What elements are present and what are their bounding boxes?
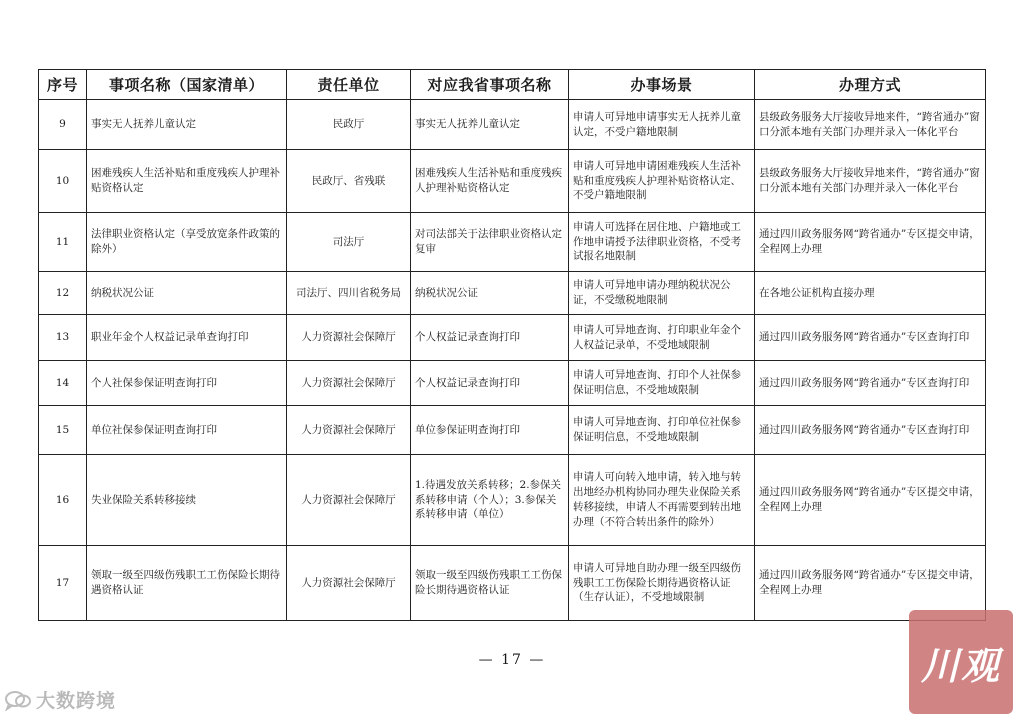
cell-scenario: 申请人可异地自助办理一级至四级伤残职工工伤保险长期待遇资格认证（生存认证），不受地域限制 — [569, 546, 755, 621]
cell-province-item: 个人权益记录查询打印 — [411, 315, 569, 361]
header-responsible-unit: 责任单位 — [287, 70, 411, 100]
table-row — [39, 213, 986, 272]
watermark-left-text: 大数跨境 — [36, 690, 117, 712]
cell-responsible-unit: 人力资源社会保障厅 — [287, 546, 411, 621]
header-method: 办理方式 — [755, 70, 986, 100]
watermark-left — [4, 686, 116, 713]
cell-province-item: 对司法部关于法律职业资格认定复审 — [411, 213, 569, 272]
cell-responsible-unit: 民政厅、省残联 — [287, 150, 411, 213]
cell-province-item: 个人权益记录查询打印 — [411, 361, 569, 406]
cell-responsible-unit: 司法厅 — [287, 213, 411, 272]
cell-scenario: 申请人可选择在居住地、户籍地或工作地申请授予法律职业资格，不受考试报名地限制 — [569, 213, 755, 272]
table-row — [39, 546, 986, 621]
cell-province-item: 困难残疾人生活补贴和重度残疾人护理补贴资格认定 — [411, 150, 569, 213]
cell-serial: 10 — [39, 150, 87, 213]
cell-responsible-unit: 民政厅 — [287, 100, 411, 150]
cell-scenario: 申请人可异地申请困难残疾人生活补贴和重度残疾人护理补贴资格认定、不受户籍地限制 — [569, 150, 755, 213]
cell-item-name: 法律职业资格认定（享受放宽条件政策的除外） — [87, 213, 287, 272]
cell-method: 通过四川政务服务网“跨省通办”专区查询打印 — [755, 406, 986, 455]
cell-province-item: 领取一级至四级伤残职工工伤保险长期待遇资格认证 — [411, 546, 569, 621]
cell-method: 通过四川政务服务网“跨省通办”专区提交申请，全程网上办理 — [755, 455, 986, 546]
cell-item-name: 职业年金个人权益记录单查询打印 — [87, 315, 287, 361]
cell-item-name: 失业保险关系转移接续 — [87, 455, 287, 546]
chat-bubble-icon — [4, 689, 32, 711]
cell-method: 县级政务服务大厅接收异地来件，“跨省通办”窗口分派本地有关部门办理并录入一体化平台 — [755, 150, 986, 213]
cell-scenario: 申请人可异地查询、打印职业年金个人权益记录单，不受地域限制 — [569, 315, 755, 361]
cell-item-name: 纳税状况公证 — [87, 272, 287, 315]
cell-province-item: 单位参保证明查询打印 — [411, 406, 569, 455]
header-item-name: 事项名称（国家清单） — [87, 70, 287, 100]
table-row — [39, 150, 986, 213]
cell-method: 通过四川政务服务网“跨省通办”专区提交申请，全程网上办理 — [755, 546, 986, 621]
table-row — [39, 361, 986, 406]
table-row — [39, 455, 986, 546]
cell-serial: 12 — [39, 272, 87, 315]
cell-serial: 11 — [39, 213, 87, 272]
table-row — [39, 100, 986, 150]
cell-scenario: 申请人可异地查询、打印单位社保参保证明信息，不受地域限制 — [569, 406, 755, 455]
cell-scenario: 申请人可向转入地申请，转入地与转出地经办机构协同办理失业保险关系转移接续，申请人不再需要到转出地办理（不符合转出条件的除外） — [569, 455, 755, 546]
cell-responsible-unit: 人力资源社会保障厅 — [287, 455, 411, 546]
header-province-item: 对应我省事项名称 — [411, 70, 569, 100]
cell-scenario: 申请人可异地查询、打印个人社保参保证明信息，不受地域限制 — [569, 361, 755, 406]
cell-responsible-unit: 人力资源社会保障厅 — [287, 361, 411, 406]
service-items-table — [38, 69, 986, 621]
cell-item-name: 事实无人抚养儿童认定 — [87, 100, 287, 150]
cell-scenario: 申请人可异地申请事实无人抚养儿童认定，不受户籍地限制 — [569, 100, 755, 150]
cell-serial: 16 — [39, 455, 87, 546]
watermark-right-logo — [909, 610, 1013, 714]
table-row — [39, 272, 986, 315]
cell-serial: 14 — [39, 361, 87, 406]
cell-item-name: 个人社保参保证明查询打印 — [87, 361, 287, 406]
cell-method: 通过四川政务服务网“跨省通办”专区查询打印 — [755, 315, 986, 361]
cell-item-name: 领取一级至四级伤残职工工伤保险长期待遇资格认证 — [87, 546, 287, 621]
cell-scenario: 申请人可异地申请办理纳税状况公证，不受缴税地限制 — [569, 272, 755, 315]
cell-method: 通过四川政务服务网“跨省通办”专区提交申请，全程网上办理 — [755, 213, 986, 272]
header-serial: 序号 — [39, 70, 87, 100]
header-scenario: 办事场景 — [569, 70, 755, 100]
cell-method: 县级政务服务大厅接收异地来件，“跨省通办”窗口分派本地有关部门办理并录入一体化平台 — [755, 100, 986, 150]
cell-province-item: 1.待遇发放关系转移；2.参保关系转移申请（个人）；3.参保关系转移申请（单位） — [411, 455, 569, 546]
table-header-row — [39, 70, 986, 100]
cell-serial: 13 — [39, 315, 87, 361]
cell-province-item: 事实无人抚养儿童认定 — [411, 100, 569, 150]
cell-serial: 17 — [39, 546, 87, 621]
watermark-right-text: 川观 — [920, 643, 1001, 688]
cell-item-name: 困难残疾人生活补贴和重度残疾人护理补贴资格认定 — [87, 150, 287, 213]
table-row — [39, 315, 986, 361]
cell-responsible-unit: 人力资源社会保障厅 — [287, 406, 411, 455]
table-row — [39, 406, 986, 455]
cell-method: 通过四川政务服务网“跨省通办”专区查询打印 — [755, 361, 986, 406]
cell-item-name: 单位社保参保证明查询打印 — [87, 406, 287, 455]
cell-responsible-unit: 人力资源社会保障厅 — [287, 315, 411, 361]
page-number: — 17 — — [478, 652, 546, 668]
cell-method: 在各地公证机构直接办理 — [755, 272, 986, 315]
cell-serial: 9 — [39, 100, 87, 150]
cell-province-item: 纳税状况公证 — [411, 272, 569, 315]
cell-serial: 15 — [39, 406, 87, 455]
cell-responsible-unit: 司法厅、四川省税务局 — [287, 272, 411, 315]
